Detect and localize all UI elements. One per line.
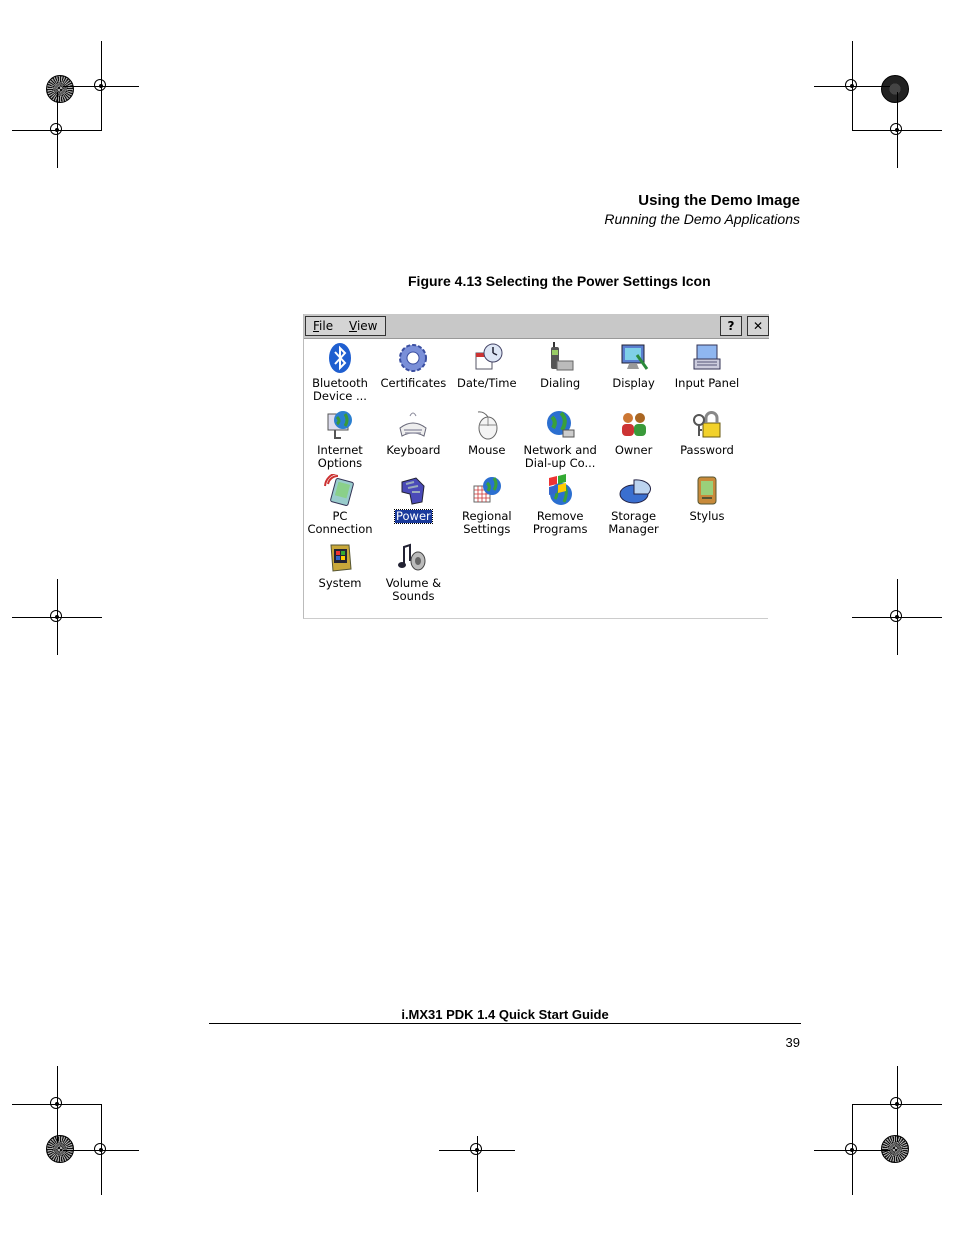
dialing-icon (543, 341, 577, 375)
menu-group (305, 316, 386, 336)
control-panel-item-power[interactable] (376, 474, 450, 523)
control-panel-item-label: PC Connection (307, 509, 373, 536)
control-panel-item-mouse[interactable] (450, 408, 524, 457)
menu-file-label: ile (319, 319, 334, 333)
control-panel-item-label: Network and Dial-up Co... (523, 442, 597, 470)
control-panel-item-keyboard[interactable] (376, 408, 450, 457)
control-panel-item-label: Regional Settings (461, 509, 512, 536)
volume-sounds-icon (396, 541, 430, 575)
control-panel-item-label: System (318, 575, 362, 590)
date-time-icon (470, 341, 504, 375)
control-panel-item-password[interactable] (670, 408, 744, 457)
internet-options-icon (323, 408, 357, 442)
control-panel-item-label: Mouse (468, 442, 506, 457)
section-title: Using the Demo Image (638, 192, 800, 209)
control-panel-item-label: Display (612, 376, 655, 390)
control-panel-item-date-time[interactable] (450, 341, 524, 390)
registration-star-icon (881, 1135, 909, 1163)
page-number: 39 (785, 1035, 800, 1050)
control-panel-item-label: Certificates (380, 376, 447, 390)
registration-star-icon (881, 75, 909, 103)
section-subtitle: Running the Demo Applications (604, 211, 800, 227)
storage-manager-icon (617, 474, 651, 508)
control-panel-item-label: Power (396, 509, 431, 523)
control-panel-item-input-panel[interactable] (670, 341, 744, 390)
figure-caption: Figure 4.13 Selecting the Power Settings Icon (408, 273, 711, 289)
menu-file[interactable] (313, 319, 333, 333)
control-panel-item-label: Date/Time (457, 376, 517, 390)
stylus-icon (690, 474, 724, 508)
registration-star-icon (46, 75, 74, 103)
control-panel-item-label: Input Panel (674, 376, 740, 390)
control-panel-item-regional-settings[interactable] (450, 474, 524, 536)
registration-star-icon (46, 1135, 74, 1163)
control-panel-item-label: Owner (614, 442, 653, 457)
certificates-icon (396, 341, 430, 375)
control-panel-item-network[interactable] (523, 408, 597, 470)
power-icon (396, 474, 430, 508)
control-panel-item-remove-programs[interactable] (523, 474, 597, 536)
remove-programs-icon (543, 474, 577, 508)
control-panel-item-pc-connection[interactable] (303, 474, 377, 536)
control-panel-item-label: Internet Options (317, 442, 363, 470)
control-panel-item-label: Keyboard (386, 442, 441, 457)
help-button[interactable]: ? (720, 316, 742, 336)
network-icon (543, 408, 577, 442)
control-panel-item-display[interactable] (597, 341, 671, 390)
control-panel-item-certificates[interactable] (376, 341, 450, 390)
keyboard-icon (396, 408, 430, 442)
display-icon (617, 341, 651, 375)
control-panel-item-dialing[interactable] (523, 341, 597, 390)
control-panel-item-system[interactable] (303, 541, 377, 590)
control-panel-item-bluetooth[interactable] (303, 341, 377, 403)
menu-file-accel: F (313, 319, 320, 333)
footer-rule (209, 1023, 801, 1024)
footer-title: i.MX31 PDK 1.4 Quick Start Guide (401, 1007, 609, 1022)
close-button[interactable]: ✕ (747, 316, 769, 336)
menu-view-accel: V (349, 319, 357, 333)
bluetooth-icon (323, 341, 357, 375)
control-panel-item-label: Remove Programs (532, 509, 588, 536)
regional-settings-icon (470, 474, 504, 508)
input-panel-icon (690, 341, 724, 375)
control-panel-item-label: Password (680, 442, 734, 457)
control-panel-item-owner[interactable] (597, 408, 671, 457)
system-icon (323, 541, 357, 575)
control-panel-item-label: Storage Manager (608, 509, 659, 536)
control-panel-item-label: Bluetooth Device ... (312, 376, 368, 403)
menu-bar (304, 314, 769, 339)
control-panel-item-label: Dialing (540, 376, 581, 390)
control-panel-item-internet-options[interactable] (303, 408, 377, 470)
control-panel-item-label: Stylus (689, 509, 725, 523)
menu-view[interactable] (349, 319, 377, 333)
password-icon (690, 408, 724, 442)
control-panel-item-stylus[interactable] (670, 474, 744, 523)
control-panel-window (303, 314, 768, 619)
owner-icon (617, 408, 651, 442)
menu-view-label: iew (356, 319, 378, 333)
control-panel-item-label: Volume & Sounds (385, 575, 442, 603)
pc-connection-icon (323, 474, 357, 508)
control-panel-item-volume-sounds[interactable] (376, 541, 450, 603)
control-panel-item-storage-manager[interactable] (597, 474, 671, 536)
mouse-icon (470, 408, 504, 442)
